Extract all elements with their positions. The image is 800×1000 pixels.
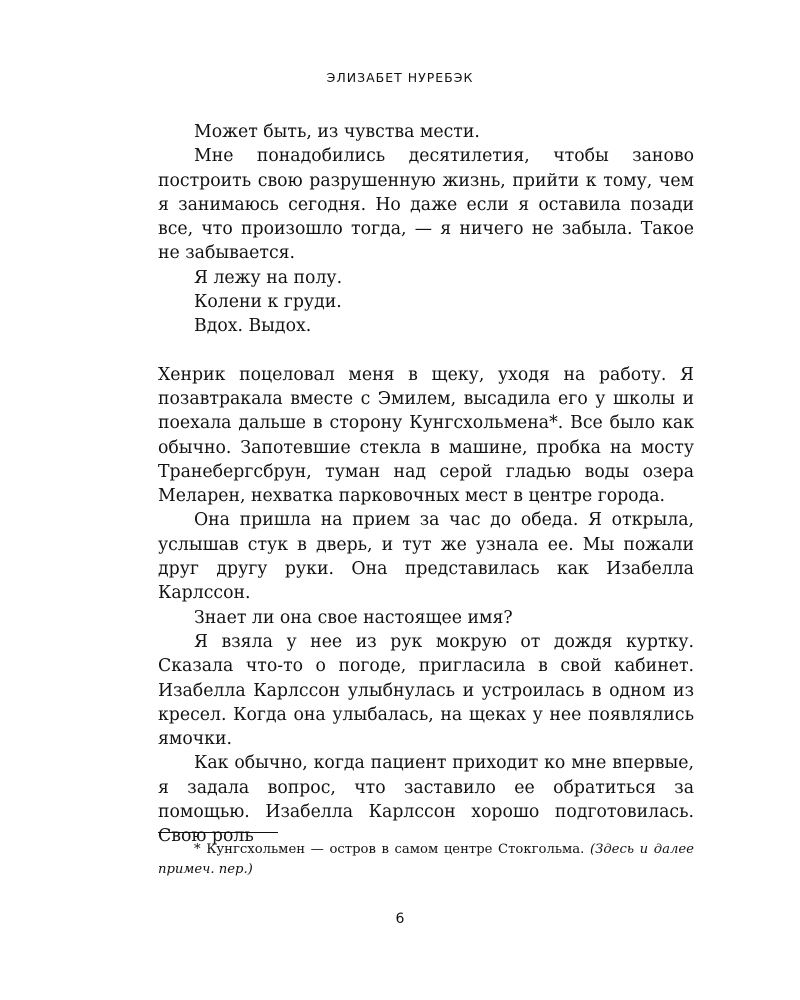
- paragraph: Мне понадобились десятилетия, чтобы заново построить свою разрушенную жизнь, прийти к тому, чем я занимаюсь сегодня. Но даже если я оставила позади все, что произошло тогда, — я ничего не забыла. Такое не забывается.: [158, 146, 694, 264]
- running-head: ЭЛИЗАБЕТ НУРЕБЭК: [326, 70, 474, 85]
- paragraph: Знает ли она свое настоящее имя?: [194, 607, 513, 628]
- page-number: 6: [395, 911, 405, 927]
- paragraph: Может быть, из чувства мести.: [194, 122, 480, 142]
- paragraph: Вдох. Выдох.: [194, 316, 312, 337]
- paragraph: Я лежу на полу.: [194, 267, 343, 288]
- paragraph: Она пришла на прием за час до обеда. Я открыла, услышав стук в дверь, и тут же узнала ее. Мы пожали друг другу руки. Она представилась как Изабелла Карлссон.: [158, 510, 694, 604]
- footnote: [158, 840, 694, 880]
- paragraph: Как обычно, когда пациент приходит ко мне впервые, я задала вопрос, что заставило ее обратиться за помощью. Изабелла Карлссон хорошо подготовилась. Свою роль: [158, 753, 694, 847]
- section-break: [158, 339, 694, 363]
- footnote-editor-note: (Здесь и далее примеч. пер.): [158, 842, 694, 877]
- footnote-divider: [158, 832, 278, 833]
- paragraph: Хенрик поцеловал меня в щеку, уходя на работу. Я позавтракала вместе с Эмилем, высадила его у школы и поехала дальше в сторону Кунгсхольмена*. Все было как обычно. Запотевшие стекла в машине, пробка на мосту Транебергсбрун, туман над серой гладью воды озера Меларен, нехватка парковочных мест в центре города.: [158, 364, 694, 507]
- footnote-text: * Кунгсхольмен — остров в самом центре Стокгольма.: [194, 842, 585, 857]
- paragraph: Я взяла у нее из рук мокрую от дождя куртку. Сказала что-то о погоде, пригласила в свой кабинет. Изабелла Карлссон улыбнулась и устроилась в одном из кресел. Когда она улыбалась, на щеках у нее появлялись ямочки.: [158, 631, 694, 750]
- main-text: [158, 120, 694, 849]
- paragraph: Колени к груди.: [194, 292, 342, 313]
